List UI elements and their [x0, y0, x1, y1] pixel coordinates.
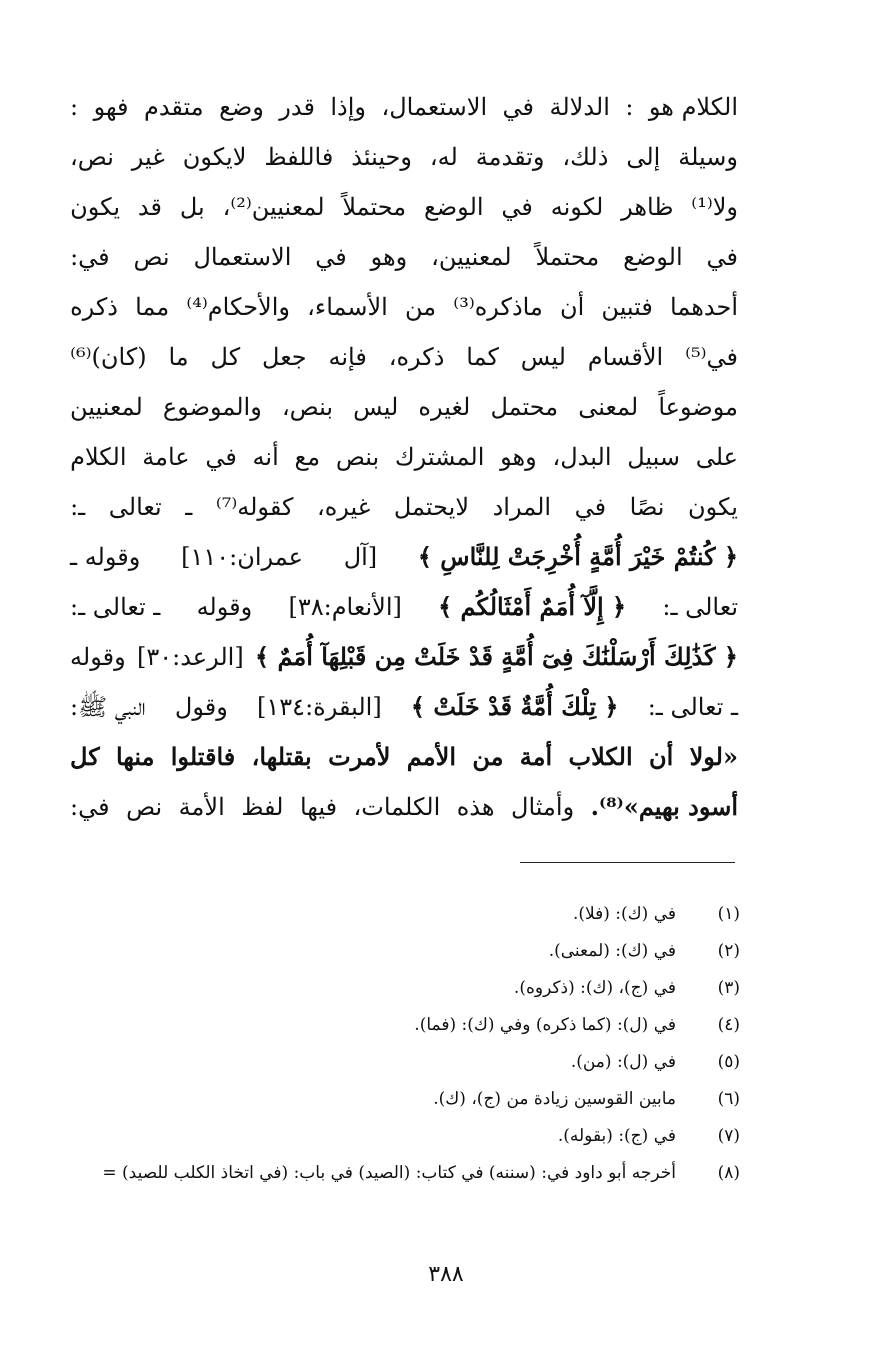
- footnote-text: في (ك): (لمعنى).: [548, 941, 676, 961]
- word: يكون: [70, 193, 121, 221]
- word: له،: [429, 143, 458, 171]
- footnotes: [60, 896, 740, 1192]
- word: محتملاً: [342, 193, 407, 221]
- footnote: [60, 1007, 740, 1044]
- word: فيها: [299, 793, 338, 821]
- word: وقوله: [196, 593, 253, 621]
- word: ـ:: [70, 493, 86, 521]
- hadith-word: أن: [648, 742, 674, 771]
- word: عمران:١١٠]: [181, 543, 303, 571]
- word: لغيره: [418, 393, 471, 421]
- word: الوضع: [424, 193, 484, 221]
- footnote: [60, 1081, 740, 1118]
- word: نص: [133, 243, 170, 271]
- word: متقدم: [143, 93, 204, 121]
- word: هذه: [456, 793, 495, 821]
- word: أنه: [252, 443, 279, 471]
- hadith-word: الكلاب: [568, 742, 633, 771]
- text-line: [70, 782, 738, 832]
- word: محتمل: [490, 393, 559, 421]
- footnote: [60, 1155, 740, 1192]
- word: عامة: [142, 443, 190, 471]
- word: لمعنيين: [70, 393, 143, 421]
- text-line: [70, 432, 738, 482]
- word: وسيلة: [678, 143, 738, 171]
- word: والأحكام⁽⁴⁾: [186, 293, 290, 321]
- word: وهو: [370, 243, 408, 271]
- hadith-word: كل: [70, 742, 100, 771]
- footnote: [60, 933, 740, 970]
- word: وحينئذ: [351, 143, 412, 171]
- hadith-word: بقتلها،: [251, 742, 312, 771]
- word: ذلك،: [562, 143, 609, 171]
- word: كل: [210, 343, 241, 371]
- text-line: [70, 232, 738, 282]
- quran-verse: ﴿ إِلَّآ أُمَمٌ أَمْثَالُكُم ﴾: [438, 592, 627, 621]
- hadith-word: الأمم: [406, 742, 456, 771]
- word: الاستعمال،: [381, 93, 488, 121]
- word: مع: [294, 443, 321, 471]
- word: وهو: [500, 443, 537, 471]
- word: ذكره،: [388, 343, 445, 371]
- word: قدر: [279, 93, 315, 121]
- word: لمعنيين،: [431, 243, 512, 271]
- footnote-text: في (ل): (كما ذكره) وفي (ك): (فما).: [414, 1015, 676, 1035]
- word: وقول: [174, 693, 228, 721]
- word: جعل: [262, 343, 307, 371]
- word: الكلمات،: [353, 793, 441, 821]
- word: ولا⁽¹⁾: [691, 193, 738, 221]
- word: نصًا: [629, 493, 665, 521]
- text-line: [70, 82, 738, 132]
- word: سبيل: [627, 443, 680, 471]
- word: [الرعد:٣٠]: [136, 643, 244, 671]
- word: [الأنعام:٣٨]: [288, 593, 402, 621]
- word: وأمثال: [511, 793, 575, 821]
- word: لايكون: [182, 143, 247, 171]
- word: غيره،: [316, 493, 371, 521]
- footnote-divider: [520, 862, 735, 863]
- quran-verse: ﴿ تِلْكَ أُمَّةٌ قَدْ خَلَتْ ﴾: [410, 692, 619, 721]
- word: غير: [131, 143, 165, 171]
- word: :: [625, 93, 634, 121]
- page-number: ٣٨٨: [428, 1262, 464, 1287]
- footnote-number: (٤): [717, 1015, 740, 1035]
- word: تعالى ـ:: [662, 593, 738, 621]
- text-line: [70, 282, 738, 332]
- word: لمعنى: [578, 393, 639, 421]
- word: ـ: [185, 493, 193, 521]
- word: في: [706, 243, 738, 271]
- word: وقوله: [70, 643, 126, 671]
- word: بنص: [335, 443, 380, 471]
- word: ذكره: [70, 293, 118, 321]
- word: ـ تعالى ـ:: [70, 593, 161, 621]
- footnote-number: (٢): [717, 941, 740, 961]
- word: في: [501, 193, 533, 221]
- word: فتبين: [601, 293, 653, 321]
- word: الكلام هو: [648, 93, 738, 121]
- word: البدل،: [552, 443, 612, 471]
- word: مما: [135, 293, 170, 321]
- hadith-word: لأمرت: [328, 742, 391, 771]
- word: إلى: [626, 143, 661, 171]
- word: الوضع: [623, 243, 683, 271]
- text-line: [70, 682, 738, 732]
- word: في: [315, 243, 347, 271]
- word: في: [205, 443, 237, 471]
- quran-verse: ﴿ كَذَٰلِكَ أَرْسَلْنَٰكَ فِىٓ أُمَّةٍ قَدْ خَلَتْ مِن قَبْلِهَآ أُمَمٌ ﴾: [255, 642, 738, 671]
- hadith-word: أمة: [519, 742, 553, 771]
- word: ظاهر: [621, 193, 674, 221]
- footnote-text: في (ك): (فلا).: [572, 904, 676, 924]
- word: والموضوع: [162, 393, 262, 421]
- word: الكلام: [70, 443, 127, 471]
- hadith-word: «لولا: [689, 742, 738, 771]
- word: على: [695, 443, 738, 471]
- footnote-number: (٧): [717, 1126, 740, 1146]
- word: المراد: [492, 493, 552, 521]
- word: كقوله⁽⁷⁾: [215, 493, 294, 521]
- word: فهو: [93, 93, 129, 121]
- footnote: [60, 1044, 740, 1081]
- footnote: [60, 1118, 740, 1155]
- word: فاللفظ: [264, 143, 334, 171]
- word: وضع: [219, 93, 264, 121]
- word: لكونه: [550, 193, 604, 221]
- word: الأسماء،: [307, 293, 388, 321]
- word: في: [502, 93, 535, 121]
- word: بل: [179, 193, 205, 221]
- word: موضوعاً: [658, 393, 738, 421]
- footnote: [60, 970, 740, 1007]
- word: النبي ﷺ:: [70, 693, 146, 721]
- word: (كان)⁽⁶⁾: [70, 343, 147, 371]
- footnote-number: (٨): [717, 1163, 740, 1183]
- word: وإذا: [330, 93, 367, 121]
- word: ليس: [353, 393, 399, 421]
- footnote-number: (٥): [717, 1052, 740, 1072]
- footnote-number: (٣): [717, 978, 740, 998]
- text-line: [70, 332, 738, 382]
- footnote-text: في (ج)، (ك): (ذكروه).: [513, 978, 676, 998]
- word: المشترك: [394, 443, 485, 471]
- word: أحدهما: [670, 293, 738, 321]
- word: قد: [137, 193, 162, 221]
- text-line: [70, 632, 738, 682]
- word: أن: [559, 293, 585, 321]
- word: لايحتمل: [393, 493, 470, 521]
- word: الأقسام: [587, 343, 664, 371]
- text-line: [70, 182, 738, 232]
- word: الأمة: [178, 793, 225, 821]
- word: [البقرة:١٣٤]: [257, 693, 382, 721]
- word: محتملاً: [535, 243, 600, 271]
- word: ما: [168, 343, 189, 371]
- word: في⁽⁵⁾: [685, 343, 738, 371]
- word: الاستعمال: [193, 243, 292, 271]
- hadith-word: أسود بهيم»⁽⁸⁾.: [590, 792, 738, 821]
- text-line: [70, 382, 738, 432]
- text-line: [70, 582, 738, 632]
- text-line: [70, 482, 738, 532]
- word: يكون: [688, 493, 738, 521]
- word: لمعنيين⁽²⁾،: [222, 193, 325, 221]
- hadith-word: من: [472, 742, 504, 771]
- word: ماذكره⁽³⁾: [453, 293, 543, 321]
- word: تعالى: [108, 493, 162, 521]
- hadith-word: منها: [115, 742, 155, 771]
- footnote-text: في (ج): (بقوله).: [557, 1126, 676, 1146]
- footnote-text: في (ل): (من).: [570, 1052, 676, 1072]
- word: نص: [126, 793, 163, 821]
- word: ـ تعالى ـ:: [647, 693, 738, 721]
- word: كما: [466, 343, 499, 371]
- word: ليس: [520, 343, 566, 371]
- text-line: [70, 532, 738, 582]
- word: الدلالة: [549, 93, 610, 121]
- word: في: [574, 493, 607, 521]
- footnote: [60, 896, 740, 933]
- footnote-text: أخرجه أبو داود في: (سننه) في كتاب: (الصيد) في باب: (في اتخاذ الكلب للصيد) =: [102, 1163, 676, 1183]
- word: لفظ: [241, 793, 284, 821]
- word: من: [405, 293, 437, 321]
- word: بنص،: [281, 393, 334, 421]
- footnote-text: مابين القوسين زيادة من (ج)، (ك).: [433, 1089, 676, 1109]
- word: وتقدمة: [475, 143, 545, 171]
- word: في:: [70, 793, 110, 821]
- word: :: [70, 93, 79, 121]
- footnote-number: (٦): [717, 1089, 740, 1109]
- word: [آل: [343, 543, 378, 571]
- text-line: [70, 132, 738, 182]
- main-text: [70, 82, 738, 832]
- footnote-number: (١): [717, 904, 740, 924]
- word: فإنه: [328, 343, 367, 371]
- word: نص،: [70, 143, 114, 171]
- word: وقوله ـ: [70, 543, 141, 571]
- quran-verse: ﴿ كُنتُمْ خَيْرَ أُمَّةٍ أُخْرِجَتْ لِلنَّاسِ ﴾: [417, 542, 738, 571]
- text-line: [70, 732, 738, 782]
- word: في:: [70, 243, 110, 271]
- hadith-word: فاقتلوا: [170, 742, 236, 771]
